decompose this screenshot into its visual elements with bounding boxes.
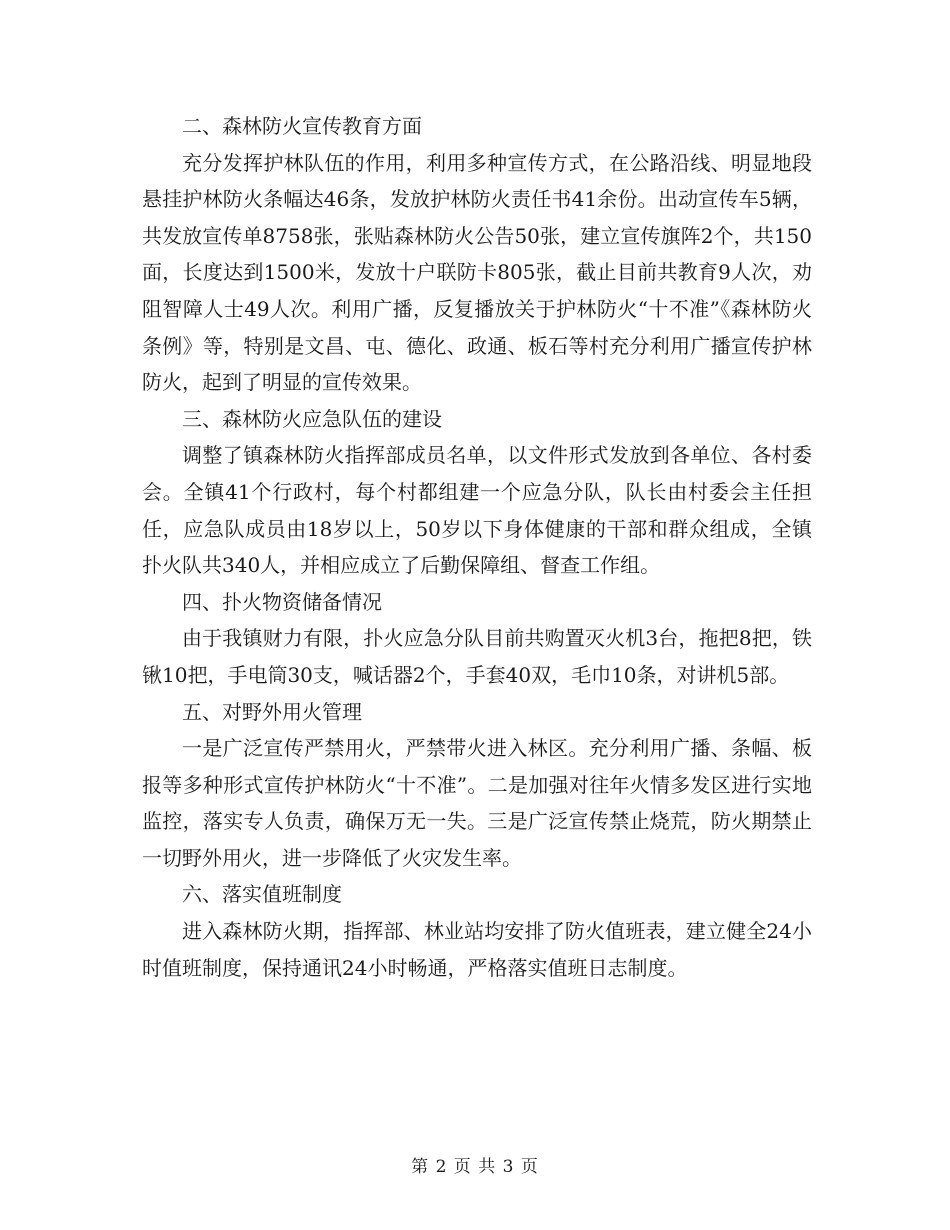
section-body-outdoor-fire: 一是广泛宣传严禁用火，严禁带火进入林区。充分利用广播、条幅、板报等多种形式宣传护林防火“十不准”。二是加强对往年火情多发区进行实地监控，落实专人负责，确保万无一失。三是广泛宣传禁止烧荒，防火期禁止一切野外用火，进一步降低了火灾发生率。 [142, 736, 812, 870]
section-heading-emergency-team: 三、森林防火应急队伍的建设 [182, 406, 442, 431]
section-heading-outdoor-fire: 五、对野外用火管理 [182, 699, 362, 724]
section-heading-duty-system: 六、落实值班制度 [182, 882, 342, 907]
section-heading-supplies: 四、扑火物资储备情况 [182, 589, 382, 614]
page-number-footer: 第 2 页 共 3 页 [411, 1157, 539, 1177]
document-body [142, 108, 812, 986]
section-body-supplies: 由于我镇财力有限，扑火应急分队目前共购置灭火机3台，拖把8把，铁锹10把，手电筒30支，喊话器2个，手套40双，毛巾10条，对讲机5部。 [142, 626, 812, 687]
section-body-emergency-team: 调整了镇森林防火指挥部成员名单，以文件形式发放到各单位、各村委会。全镇41个行政村，每个村都组建一个应急分队，队长由村委会主任担任，应急队成员由18岁以上，50岁以下身体健康的干部和群众组成，全镇扑火队共340人，并相应成立了后勤保障组、督查工作组。 [142, 443, 812, 578]
section-heading-publicity: 二、森林防火宣传教育方面 [182, 114, 422, 138]
section-body-publicity: 充分发挥护林队伍的作用，利用多种宣传方式，在公路沿线、明显地段悬挂护林防火条幅达46条，发放护林防火责任书41余份。出动宣传车5辆，共发放宣传单8758张，张贴森林防火公告50张，建立宣传旗阵2个，共150面，长度达到1500米，发放十户联防卡805张，截止目前共教育9人次，劝阻智障人士49人次。利用广播，反复播放关于护林防火“十不准”《森林防火条例》等，特别是文昌、屯、德化、政通、板石等村充分利用广播宣传护林防火，起到了明显的宣传效果。 [142, 150, 812, 395]
section-body-duty-system: 进入森林防火期，指挥部、林业站均安排了防火值班表，建立健全24小时值班制度，保持通讯24小时畅通，严格落实值班日志制度。 [142, 919, 812, 980]
